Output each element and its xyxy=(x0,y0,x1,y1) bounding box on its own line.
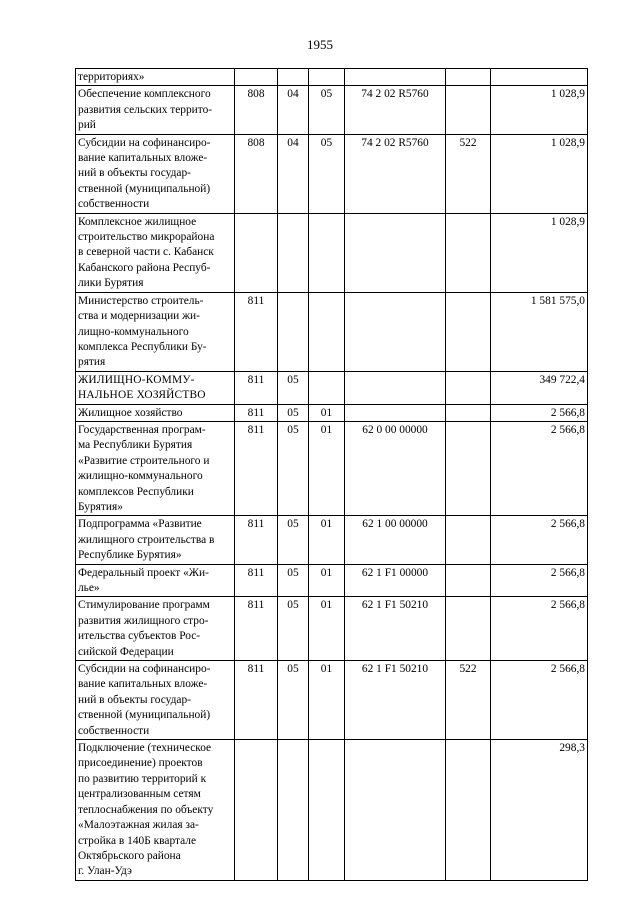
name-line: Министерство строитель- xyxy=(78,294,204,307)
cell-rz: 05 xyxy=(278,421,309,515)
cell-sum: 349 722,4 xyxy=(491,371,588,404)
cell-pr xyxy=(309,213,345,292)
name-line: жилищно-коммунального xyxy=(78,470,203,483)
name-line: стройка в 140Б квартале xyxy=(78,834,196,847)
cell-ved: 811 xyxy=(235,421,278,515)
cell-csr xyxy=(345,292,446,371)
name-line: по развитию территорий к xyxy=(78,772,207,785)
cell-vr xyxy=(446,69,491,86)
cell-ved: 811 xyxy=(235,661,278,740)
budget-table xyxy=(75,68,588,881)
name-line: лищно-коммунального xyxy=(78,325,189,338)
cell-name xyxy=(76,564,235,597)
name-line: в северной части с. Кабанск xyxy=(78,246,214,259)
cell-ved: 808 xyxy=(235,134,278,213)
cell-csr: 74 2 02 R5760 xyxy=(345,134,446,213)
name-line: собственности xyxy=(78,198,150,211)
name-line: Стимулирование программ xyxy=(78,599,210,612)
cell-csr: 62 1 00 00000 xyxy=(345,516,446,564)
cell-sum: 1 028,9 xyxy=(491,86,588,134)
cell-rz xyxy=(278,213,309,292)
cell-name xyxy=(76,661,235,740)
table-row xyxy=(76,134,588,213)
name-line: вание капитальных вложе- xyxy=(78,678,208,691)
cell-vr xyxy=(446,404,491,421)
cell-vr: 522 xyxy=(446,134,491,213)
cell-ved: 811 xyxy=(235,404,278,421)
name-line: Бурятия» xyxy=(78,500,123,513)
cell-rz: 04 xyxy=(278,86,309,134)
cell-sum: 1 581 575,0 xyxy=(491,292,588,371)
cell-pr: 05 xyxy=(309,134,345,213)
cell-sum: 298,3 xyxy=(491,740,588,881)
table-row xyxy=(76,86,588,134)
cell-vr xyxy=(446,371,491,404)
cell-rz: 05 xyxy=(278,516,309,564)
cell-csr xyxy=(345,740,446,881)
name-line: комплекса Республики Бу- xyxy=(78,340,207,353)
cell-pr xyxy=(309,740,345,881)
name-line: собственности xyxy=(78,724,150,737)
cell-csr xyxy=(345,371,446,404)
cell-rz: 05 xyxy=(278,371,309,404)
cell-csr xyxy=(345,69,446,86)
page-number: 1955 xyxy=(307,37,333,52)
table-row xyxy=(76,516,588,564)
cell-rz: 05 xyxy=(278,661,309,740)
name-line: Подключение (техническое xyxy=(78,742,212,755)
name-line: присоединение) проектов xyxy=(78,757,203,770)
cell-pr xyxy=(309,69,345,86)
cell-ved: 811 xyxy=(235,292,278,371)
name-line: комплексов Республики xyxy=(78,485,194,498)
cell-sum: 2 566,8 xyxy=(491,661,588,740)
cell-vr xyxy=(446,564,491,597)
cell-rz xyxy=(278,740,309,881)
cell-csr: 62 1 F1 50210 xyxy=(345,597,446,661)
cell-sum: 2 566,8 xyxy=(491,421,588,515)
name-line: территориях» xyxy=(78,71,145,83)
name-line: строительство микрорайона xyxy=(78,231,215,244)
table-row xyxy=(76,564,588,597)
cell-name xyxy=(76,371,235,404)
cell-rz: 05 xyxy=(278,597,309,661)
table-row xyxy=(76,740,588,881)
cell-csr: 62 1 F1 00000 xyxy=(345,564,446,597)
cell-pr: 01 xyxy=(309,516,345,564)
cell-csr: 62 0 00 00000 xyxy=(345,421,446,515)
cell-name xyxy=(76,86,235,134)
name-line: рятия xyxy=(78,356,106,369)
cell-vr xyxy=(446,292,491,371)
name-line: ЖИЛИЩНО-КОММУ- xyxy=(78,373,195,386)
table-row xyxy=(76,404,588,421)
table-row xyxy=(76,213,588,292)
cell-pr xyxy=(309,292,345,371)
name-line: Октябрьского района xyxy=(78,849,181,862)
name-line: Жилищное хозяйство xyxy=(78,406,183,419)
table-row xyxy=(76,421,588,515)
cell-pr: 05 xyxy=(309,86,345,134)
cell-rz: 05 xyxy=(278,404,309,421)
name-line: сийской Федерации xyxy=(78,645,174,658)
cell-sum: 2 566,8 xyxy=(491,564,588,597)
cell-vr xyxy=(446,421,491,515)
name-line: вание капитальных вложе- xyxy=(78,152,208,165)
name-line: Федеральный проект «Жи- xyxy=(78,566,209,579)
name-line: Республике Бурятия» xyxy=(78,549,182,562)
table-row xyxy=(76,661,588,740)
cell-name xyxy=(76,597,235,661)
name-line: лье» xyxy=(78,582,100,594)
name-line: Субсидии на софинансиро- xyxy=(78,663,211,676)
name-line: ний в объекты государ- xyxy=(78,167,191,180)
cell-csr: 74 2 02 R5760 xyxy=(345,86,446,134)
cell-ved: 808 xyxy=(235,86,278,134)
cell-pr: 01 xyxy=(309,661,345,740)
cell-csr xyxy=(345,404,446,421)
cell-name xyxy=(76,292,235,371)
cell-sum: 2 566,8 xyxy=(491,597,588,661)
cell-rz: 05 xyxy=(278,564,309,597)
name-line: ственной (муниципальной) xyxy=(78,182,211,195)
cell-name xyxy=(76,421,235,515)
cell-sum: 2 566,8 xyxy=(491,516,588,564)
cell-sum: 1 028,9 xyxy=(491,134,588,213)
cell-vr xyxy=(446,740,491,881)
name-line: теплоснабжения по объекту xyxy=(78,803,214,816)
name-line: лики Бурятия xyxy=(78,277,144,290)
cell-ved xyxy=(235,69,278,86)
cell-sum: 1 028,9 xyxy=(491,213,588,292)
name-line: Обеспечение комплексного xyxy=(78,88,211,101)
name-line: Государственная програм- xyxy=(78,423,206,436)
cell-vr xyxy=(446,86,491,134)
cell-vr xyxy=(446,516,491,564)
cell-ved xyxy=(235,213,278,292)
cell-vr xyxy=(446,213,491,292)
cell-sum: 2 566,8 xyxy=(491,404,588,421)
cell-csr xyxy=(345,213,446,292)
cell-name xyxy=(76,516,235,564)
name-line: ний в объекты государ- xyxy=(78,693,191,706)
cell-pr: 01 xyxy=(309,597,345,661)
cell-ved xyxy=(235,740,278,881)
name-line: Субсидии на софинансиро- xyxy=(78,136,211,149)
name-line: г. Улан-Удэ xyxy=(78,865,132,878)
name-line: ма Республики Бурятия xyxy=(78,439,193,452)
name-line: развития сельских террито- xyxy=(78,103,213,116)
cell-name xyxy=(76,213,235,292)
cell-pr xyxy=(309,371,345,404)
table-row xyxy=(76,292,588,371)
table-row xyxy=(76,69,588,86)
cell-pr: 01 xyxy=(309,421,345,515)
name-line: Комплексное жилищное xyxy=(78,215,197,228)
cell-vr: 522 xyxy=(446,661,491,740)
name-line: централизованным сетям xyxy=(78,788,201,801)
name-line: ительства субъектов Рос- xyxy=(78,630,201,643)
cell-csr: 62 1 F1 50210 xyxy=(345,661,446,740)
table-row xyxy=(76,597,588,661)
name-line: ства и модернизации жи- xyxy=(78,310,200,323)
cell-sum xyxy=(491,69,588,86)
name-line: жилищного строительства в xyxy=(78,533,215,546)
name-line: НАЛЬНОЕ ХОЗЯЙСТВО xyxy=(78,389,206,402)
name-line: развития жилищного стро- xyxy=(78,614,209,627)
name-line: рий xyxy=(78,119,96,132)
cell-ved: 811 xyxy=(235,597,278,661)
cell-name xyxy=(76,69,235,86)
cell-rz: 04 xyxy=(278,134,309,213)
cell-vr xyxy=(446,597,491,661)
name-line: Кабанского района Респуб- xyxy=(78,261,211,274)
cell-pr: 01 xyxy=(309,564,345,597)
cell-ved: 811 xyxy=(235,516,278,564)
table-row xyxy=(76,371,588,404)
name-line: Подпрограмма «Развитие xyxy=(78,518,202,531)
cell-name xyxy=(76,740,235,881)
cell-ved: 811 xyxy=(235,371,278,404)
cell-ved: 811 xyxy=(235,564,278,597)
name-line: «Развитие строительного и xyxy=(78,454,210,467)
name-line: ственной (муниципальной) xyxy=(78,709,211,722)
cell-rz xyxy=(278,292,309,371)
table-body xyxy=(76,69,588,881)
name-line: «Малоэтажная жилая за- xyxy=(78,819,199,832)
cell-pr: 01 xyxy=(309,404,345,421)
cell-name xyxy=(76,134,235,213)
cell-name xyxy=(76,404,235,421)
cell-rz xyxy=(278,69,309,86)
